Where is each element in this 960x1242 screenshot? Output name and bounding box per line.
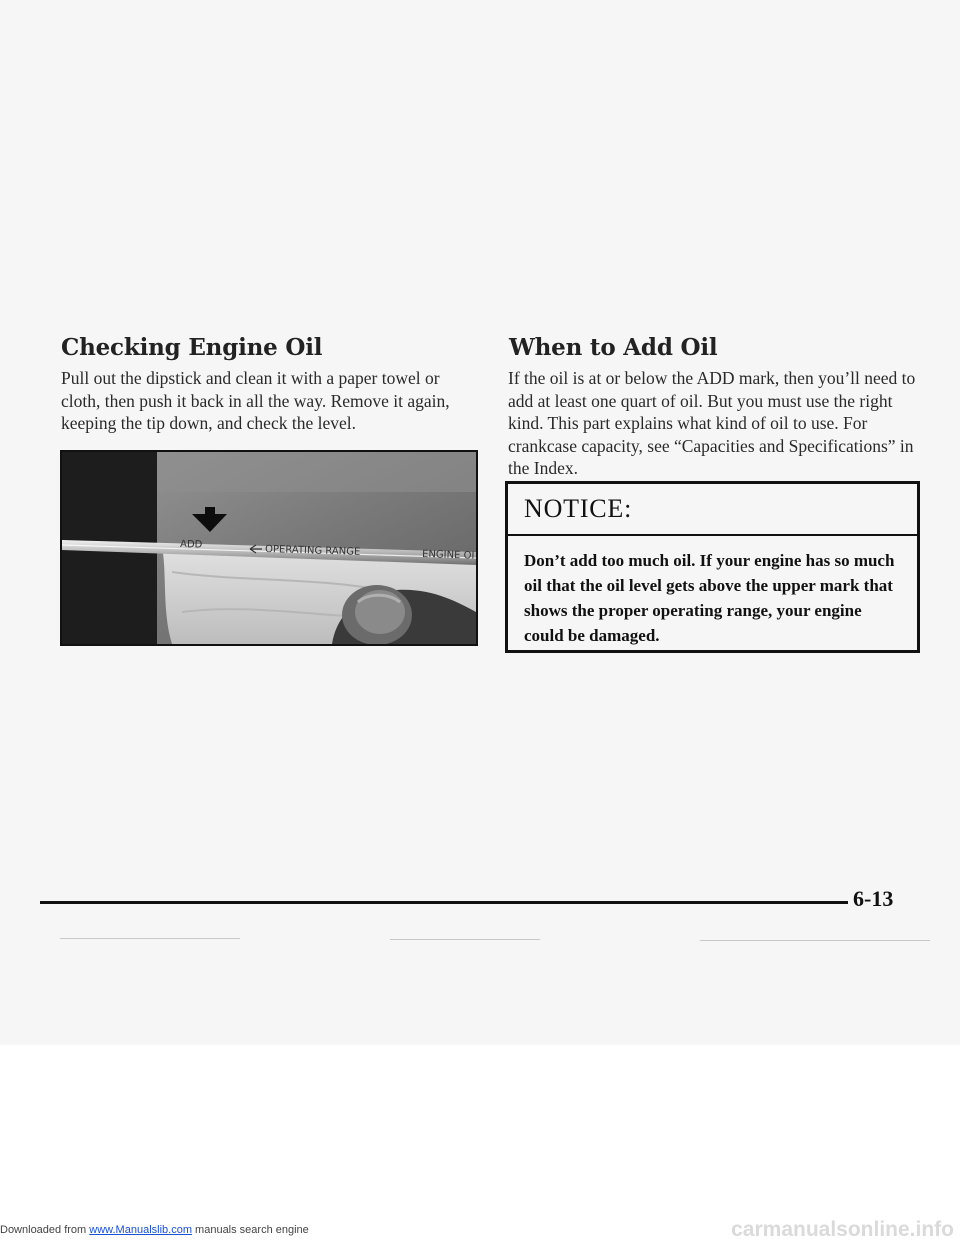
dipstick-engine-label: ENGINE OI xyxy=(421,549,475,562)
site-watermark: carmanualsonline.info xyxy=(731,1218,954,1241)
notice-title: NOTICE: xyxy=(524,494,633,523)
scan-artifact-line xyxy=(700,940,930,941)
dipstick-photo xyxy=(60,450,478,646)
checking-oil-paragraph: Pull out the dipstick and clean it with a paper towel or cloth, then push it back in all the way. Remove it again, keeping the tip down, and check the level. xyxy=(61,368,450,433)
section-heading-checking-oil: Checking Engine Oil xyxy=(61,334,323,361)
footer-rule xyxy=(40,901,848,904)
footer-suffix: manuals search engine xyxy=(195,1224,309,1236)
footer-prefix: Downloaded from xyxy=(0,1224,87,1236)
notice-body: Don’t add too much oil. If your engine has so much oil that the oil level gets above the upper mark that shows the proper operating range, your engine could be damaged. xyxy=(524,551,895,645)
notice-header xyxy=(508,484,917,536)
scan-artifact-line xyxy=(60,938,240,939)
manualslib-link[interactable]: www.Manualslib.com xyxy=(89,1224,192,1236)
when-to-add-paragraph: If the oil is at or below the ADD mark, then you’ll need to add at least one quart of oil. But you must use the right kind. This part explains what kind of oil to use. For crankcase capacity, see “Capacities and Specifications” in the Index. xyxy=(508,368,916,478)
dipstick-add-label: ADD xyxy=(179,539,203,551)
dipstick-range-label: OPERATING RANGE xyxy=(264,544,361,558)
download-footer xyxy=(0,1224,309,1236)
page-number: 6-13 xyxy=(853,886,894,911)
notice-box xyxy=(505,481,920,653)
section-heading-when-to-add: When to Add Oil xyxy=(509,334,718,361)
dipstick-illustration xyxy=(62,452,476,644)
scan-artifact-line xyxy=(390,939,540,940)
